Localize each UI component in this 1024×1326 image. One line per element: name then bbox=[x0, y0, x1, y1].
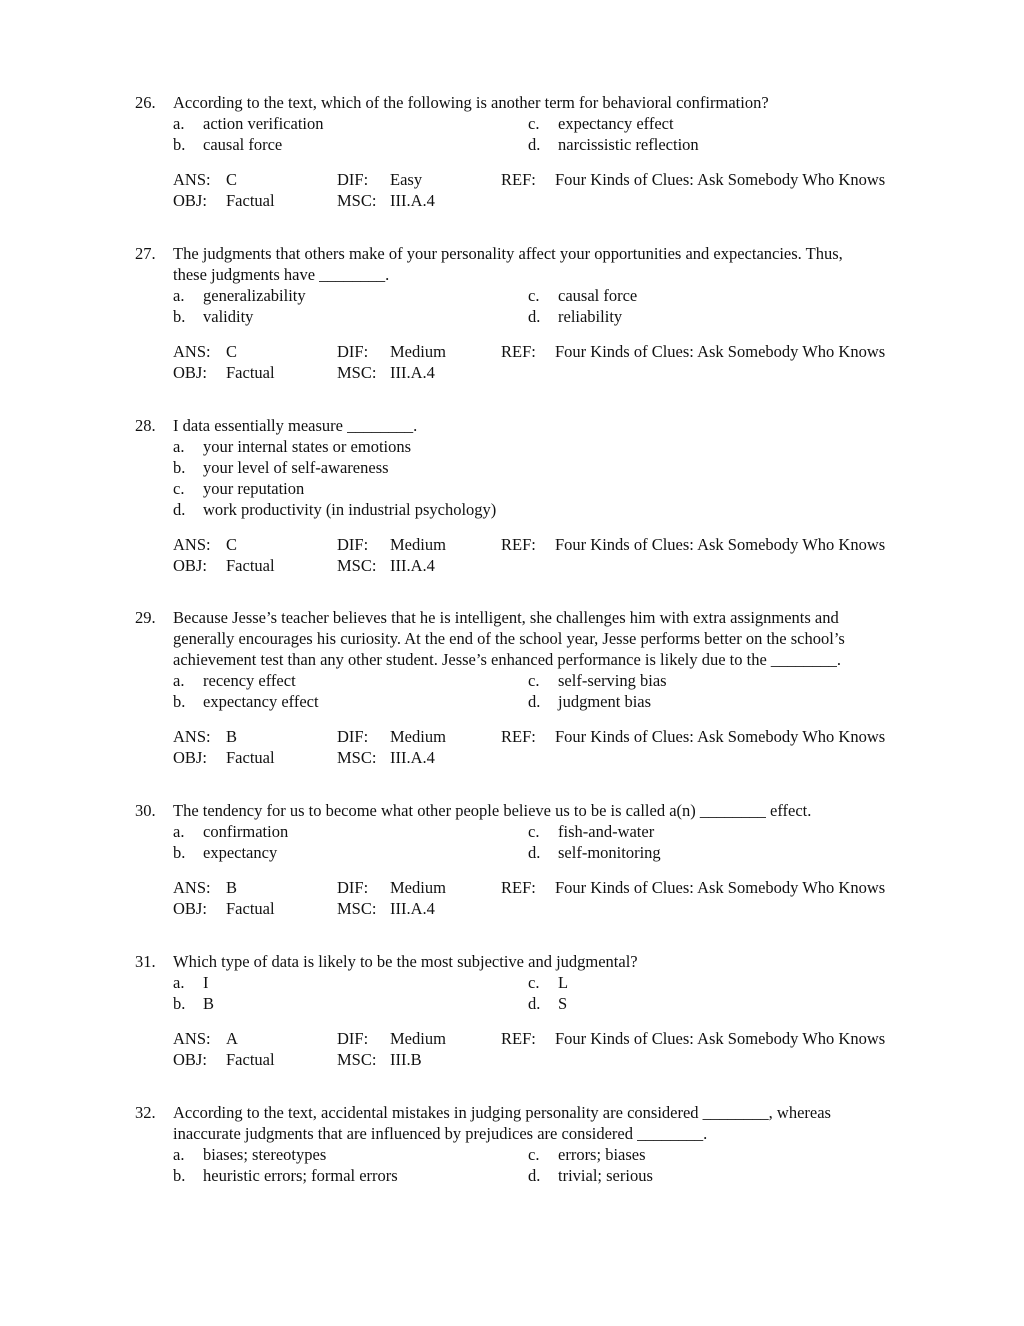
option-b: b. B bbox=[173, 994, 215, 1013]
stem-line: According to the text, which of the following is another term for behavioral confirmation? bbox=[173, 93, 769, 112]
answer-metadata: ANS: C DIF: Medium REF: Four Kinds of Clues: Ask Somebody Who Knows OBJ: Factual MSC: III.A.4 bbox=[173, 535, 886, 575]
option-c: c. L bbox=[528, 973, 569, 992]
answer-metadata: ANS: C DIF: Easy REF: Four Kinds of Clues: Ask Somebody Who Knows OBJ: Factual MSC: III.A.4 bbox=[173, 170, 886, 210]
objective-value: Factual bbox=[226, 191, 275, 210]
option-a: a. confirmation bbox=[173, 822, 289, 841]
question-stem bbox=[173, 92, 935, 113]
answer-value: B bbox=[226, 727, 238, 746]
option-a: a. generalizability bbox=[173, 286, 306, 305]
question-31 bbox=[135, 951, 935, 1070]
option-a: a. I bbox=[173, 973, 209, 992]
option-d: d. reliability bbox=[528, 307, 623, 326]
answer-value: C bbox=[226, 170, 238, 189]
answer-metadata: ANS: B DIF: Medium REF: Four Kinds of Clues: Ask Somebody Who Knows OBJ: Factual MSC: III.A.4 bbox=[173, 878, 886, 918]
option-d: d. judgment bias bbox=[528, 692, 652, 711]
option-c: c. fish-and-water bbox=[528, 822, 655, 841]
question-number: 30. bbox=[135, 801, 156, 820]
stem-line: According to the text, accidental mistakes in judging personality are considered ________, whereas bbox=[173, 1103, 831, 1122]
options bbox=[173, 113, 935, 155]
reference-value: Four Kinds of Clues: Ask Somebody Who Knows bbox=[555, 342, 886, 361]
question-number: 27. bbox=[135, 244, 156, 263]
question-number: 32. bbox=[135, 1103, 156, 1122]
stem-line: these judgments have ________. bbox=[173, 265, 390, 284]
question-27 bbox=[135, 243, 935, 383]
question-number: 31. bbox=[135, 952, 156, 971]
option-b: b. your level of self-awareness bbox=[173, 458, 389, 477]
option-b: b. expectancy effect bbox=[173, 692, 319, 711]
answer-metadata: ANS: C DIF: Medium REF: Four Kinds of Clues: Ask Somebody Who Knows OBJ: Factual MSC: III.A.4 bbox=[173, 342, 886, 382]
stem-line: The tendency for us to become what other people believe us to be is called a(n) ________ effect. bbox=[173, 801, 812, 820]
option-a: a. action verification bbox=[173, 114, 324, 133]
reference-value: Four Kinds of Clues: Ask Somebody Who Knows bbox=[555, 727, 886, 746]
msc-value: III.A.4 bbox=[390, 748, 435, 767]
question-number: 26. bbox=[135, 93, 156, 112]
difficulty-value: Medium bbox=[390, 535, 446, 554]
option-c: c. expectancy effect bbox=[528, 114, 674, 133]
stem-line: Which type of data is likely to be the most subjective and judgmental? bbox=[173, 952, 638, 971]
option-d: d. S bbox=[528, 994, 568, 1013]
question-stem bbox=[173, 1102, 935, 1144]
options bbox=[173, 285, 935, 327]
reference-value: Four Kinds of Clues: Ask Somebody Who Knows bbox=[555, 1029, 886, 1048]
options bbox=[173, 670, 935, 712]
question-28 bbox=[135, 415, 935, 576]
difficulty-value: Medium bbox=[390, 878, 446, 897]
answer-metadata: ANS: B DIF: Medium REF: Four Kinds of Clues: Ask Somebody Who Knows OBJ: Factual MSC: III.A.4 bbox=[173, 727, 886, 767]
stem-line: Because Jesse’s teacher believes that he is intelligent, she challenges him with extra assignments and bbox=[173, 608, 839, 627]
answer-value: B bbox=[226, 878, 238, 897]
options bbox=[173, 436, 935, 520]
msc-value: III.A.4 bbox=[390, 363, 435, 382]
option-c: c. causal force bbox=[528, 286, 638, 305]
option-c: c. errors; biases bbox=[528, 1145, 646, 1164]
question-number: 28. bbox=[135, 416, 156, 435]
question-26 bbox=[135, 92, 935, 211]
options bbox=[173, 972, 935, 1014]
question-stem bbox=[173, 951, 935, 972]
option-d: d. self-monitoring bbox=[528, 843, 661, 862]
question-30 bbox=[135, 800, 935, 919]
question-32 bbox=[135, 1102, 935, 1186]
answer-value: A bbox=[226, 1029, 238, 1048]
stem-line: generally encourages his curiosity. At the end of the school year, Jesse performs better on the school’s bbox=[173, 629, 845, 648]
objective-value: Factual bbox=[226, 556, 275, 575]
option-d: d. narcissistic reflection bbox=[528, 135, 699, 154]
reference-value: Four Kinds of Clues: Ask Somebody Who Knows bbox=[555, 170, 886, 189]
msc-value: III.A.4 bbox=[390, 899, 435, 918]
option-b: b. heuristic errors; formal errors bbox=[173, 1166, 398, 1185]
objective-value: Factual bbox=[226, 899, 275, 918]
option-a: a. your internal states or emotions bbox=[173, 437, 412, 456]
stem-line: I data essentially measure ________. bbox=[173, 416, 418, 435]
difficulty-value: Medium bbox=[390, 727, 446, 746]
answer-value: C bbox=[226, 535, 238, 554]
difficulty-value: Medium bbox=[390, 1029, 446, 1048]
difficulty-value: Medium bbox=[390, 342, 446, 361]
objective-value: Factual bbox=[226, 1050, 275, 1069]
question-stem bbox=[173, 415, 935, 436]
stem-line: achievement test than any other student. Jesse’s enhanced performance is likely due to the ________. bbox=[173, 650, 842, 669]
msc-value: III.A.4 bbox=[390, 191, 435, 210]
msc-value: III.B bbox=[390, 1050, 422, 1069]
question-stem bbox=[173, 800, 935, 821]
answer-metadata: ANS: A DIF: Medium REF: Four Kinds of Clues: Ask Somebody Who Knows OBJ: Factual MSC: III.B bbox=[173, 1029, 886, 1069]
question-number: 29. bbox=[135, 608, 156, 627]
objective-value: Factual bbox=[226, 748, 275, 767]
option-d: d. work productivity (in industrial psychology) bbox=[173, 500, 497, 519]
question-stem bbox=[173, 243, 935, 285]
stem-line: The judgments that others make of your personality affect your opportunities and expectancies. Thus, bbox=[173, 244, 843, 263]
difficulty-value: Easy bbox=[390, 170, 423, 189]
option-b: b. causal force bbox=[173, 135, 283, 154]
option-a: a. biases; stereotypes bbox=[173, 1145, 327, 1164]
options bbox=[173, 821, 935, 863]
question-29 bbox=[135, 607, 935, 768]
reference-value: Four Kinds of Clues: Ask Somebody Who Knows bbox=[555, 535, 886, 554]
question-stem bbox=[173, 607, 935, 670]
objective-value: Factual bbox=[226, 363, 275, 382]
options bbox=[173, 1144, 935, 1186]
msc-value: III.A.4 bbox=[390, 556, 435, 575]
option-b: b. validity bbox=[173, 307, 254, 326]
option-c: c. self-serving bias bbox=[528, 671, 667, 690]
option-b: b. expectancy bbox=[173, 843, 278, 862]
answer-value: C bbox=[226, 342, 238, 361]
stem-line: inaccurate judgments that are influenced by prejudices are considered ________. bbox=[173, 1124, 708, 1143]
option-d: d. trivial; serious bbox=[528, 1166, 653, 1185]
option-a: a. recency effect bbox=[173, 671, 296, 690]
reference-value: Four Kinds of Clues: Ask Somebody Who Knows bbox=[555, 878, 886, 897]
option-c: c. your reputation bbox=[173, 479, 305, 498]
